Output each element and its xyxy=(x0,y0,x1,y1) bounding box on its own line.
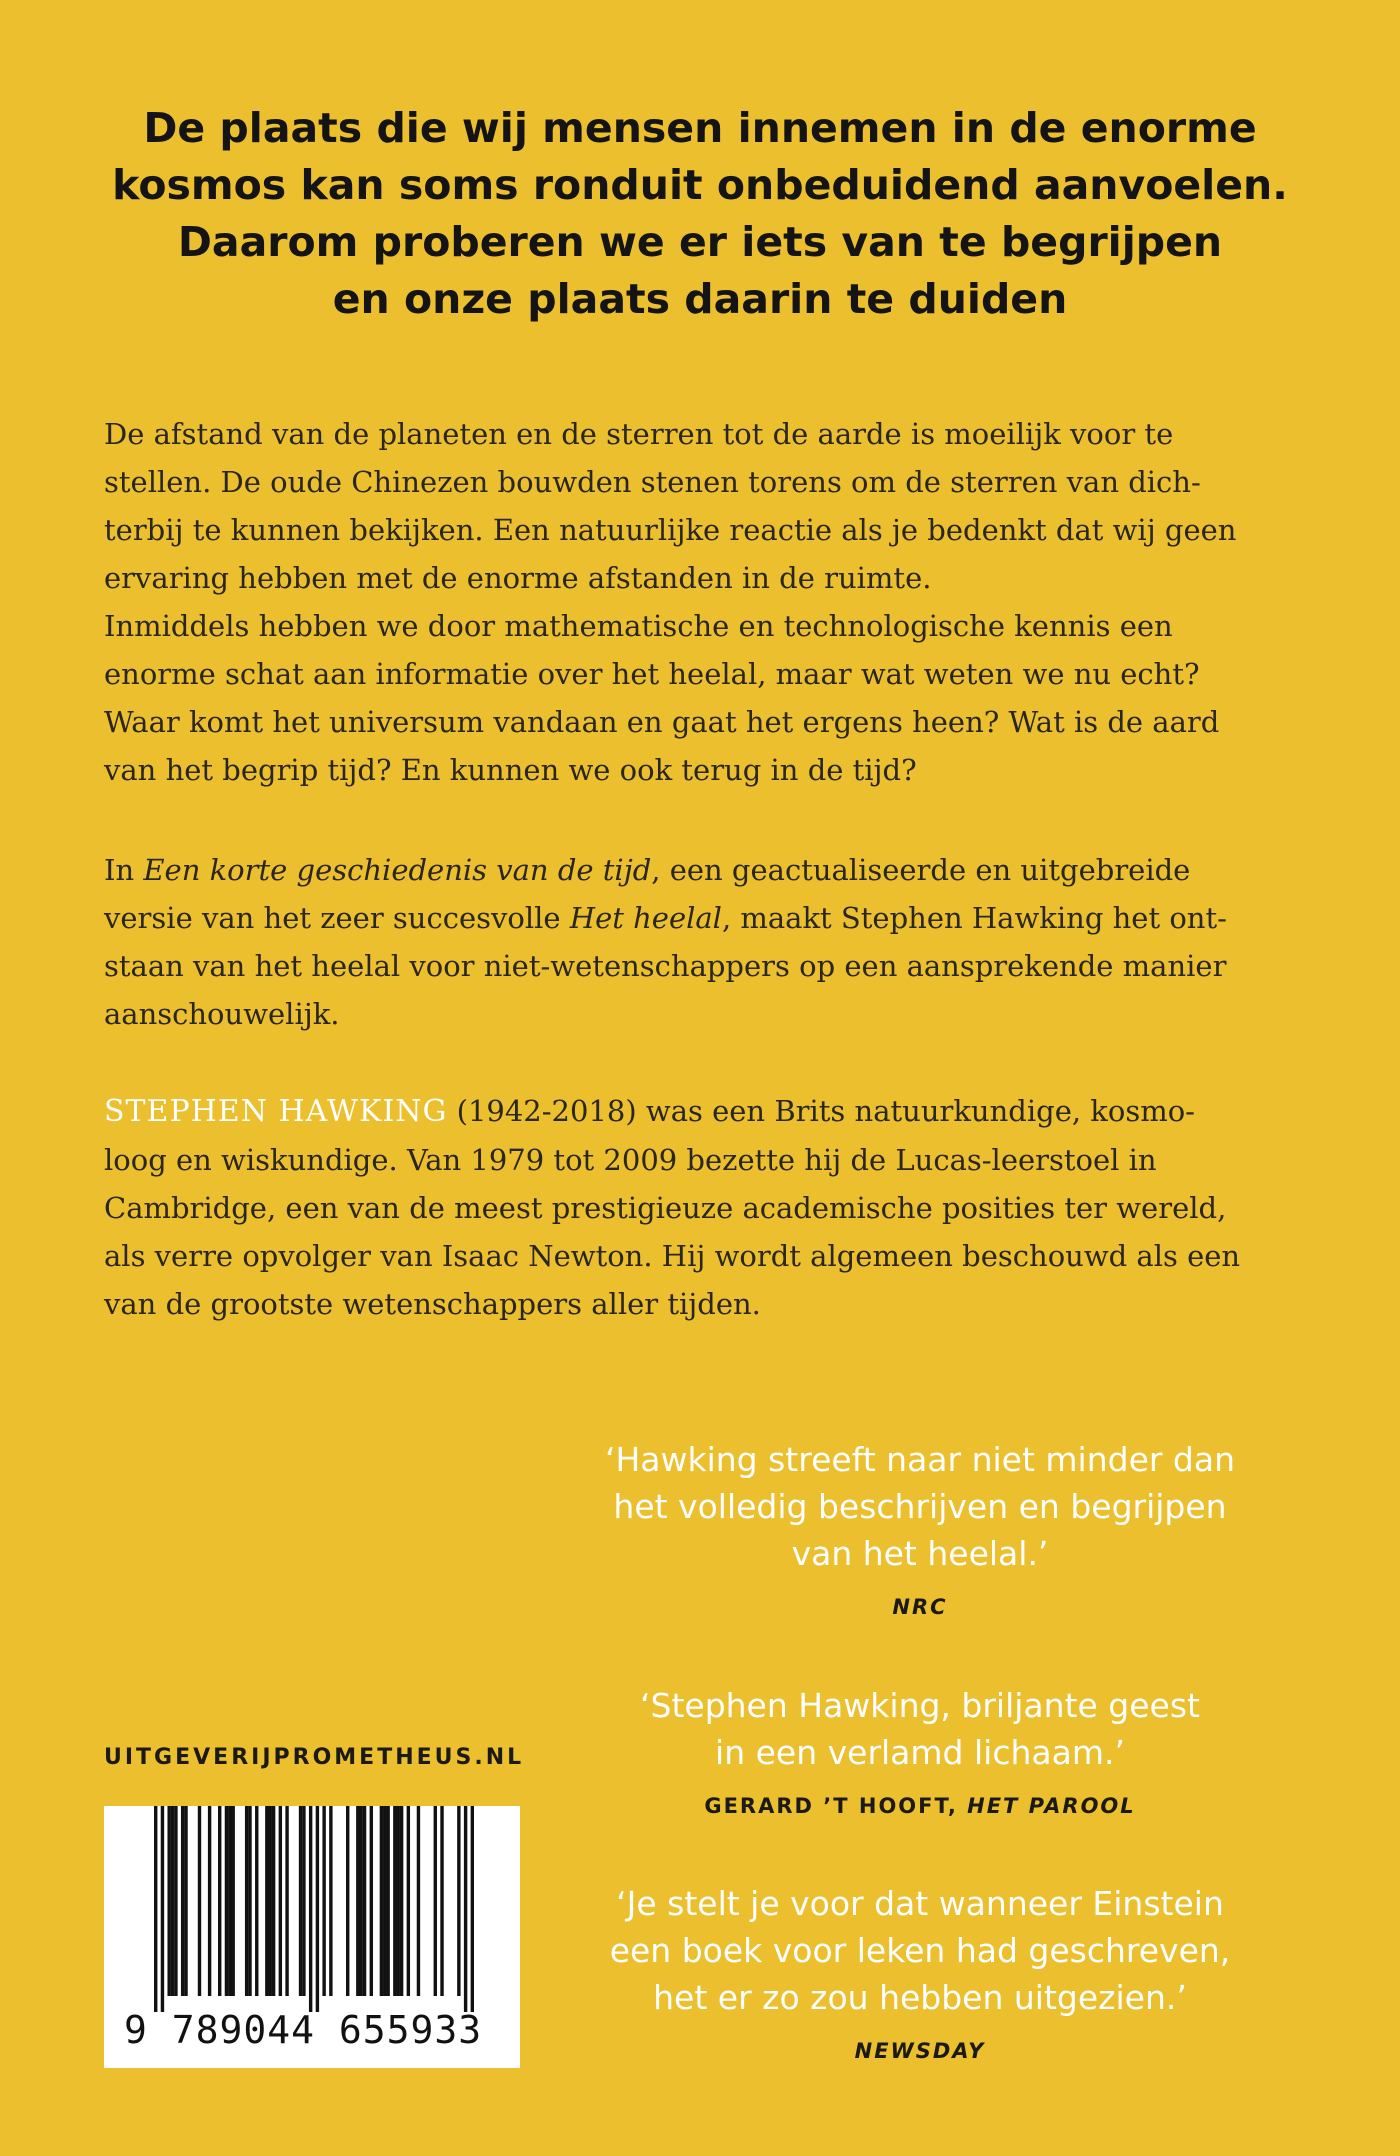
author-name: STEPHEN HAWKING xyxy=(104,1094,448,1129)
barcode-bar xyxy=(464,1806,467,2012)
paragraph-line: enorme schat aan informatie over het heelal, maar wat weten we nu echt? xyxy=(104,657,1200,691)
quote-source xyxy=(560,1595,1280,1619)
barcode-bar xyxy=(407,1806,410,1996)
barcode-bar xyxy=(363,1806,366,1996)
barcode-bar xyxy=(309,1806,312,2012)
barcode-bar xyxy=(457,1806,460,1996)
quote-line: ‘Hawking streeft naar niet minder dan xyxy=(604,1440,1236,1479)
barcode-bar xyxy=(181,1806,184,1996)
barcode-bar xyxy=(440,1806,443,1996)
quote-line: ‘Je stelt je voor dat wanneer Einstein xyxy=(616,1884,1224,1923)
barcode-bar xyxy=(370,1806,373,1996)
barcode-bar xyxy=(400,1806,403,1996)
text-run: (1942-2018) was een Brits natuurkundige, kosmo- xyxy=(447,1094,1195,1128)
barcode-bar xyxy=(245,1806,248,1996)
barcode-bar xyxy=(248,1806,251,1996)
barcode-bar xyxy=(285,1806,288,1996)
text-run: , een geactualiseerde en uitgebreide xyxy=(651,853,1191,887)
paragraph-line: Inmiddels hebben we door mathematische en technologische kennis een xyxy=(104,609,1173,643)
quote-line: van het heelal.’ xyxy=(791,1534,1049,1573)
barcode-bar xyxy=(434,1806,437,1996)
barcode-bar xyxy=(265,1806,268,1996)
text-run: , maakt Stephen Hawking het ont- xyxy=(721,901,1227,935)
barcode-bar xyxy=(228,1806,231,1996)
source-author: GERARD ’T HOOFT, xyxy=(704,1794,968,1818)
intro-paragraph xyxy=(104,410,1314,794)
quote-text xyxy=(560,1682,1280,1776)
headline-line: De plaats die wij mensen innemen in de enorme xyxy=(143,104,1257,152)
paragraph-line: loog en wiskundige. Van 1979 tot 2009 bezette hij de Lucas-leerstoel in xyxy=(104,1143,1157,1177)
barcode-bar xyxy=(167,1806,170,1996)
barcode-bar xyxy=(417,1806,420,1996)
headline xyxy=(100,100,1300,328)
source-name: NEWSDAY xyxy=(854,2039,986,2063)
paragraph-line: als verre opvolger van Isaac Newton. Hij wordt algemeen beschouwd als een xyxy=(104,1239,1241,1273)
barcode-bar xyxy=(471,1806,474,2012)
paragraph-line xyxy=(104,894,1314,942)
barcode-bar xyxy=(231,1806,234,1996)
barcode-bar xyxy=(154,1806,157,2012)
book-title: Een korte geschiedenis van de tijd xyxy=(143,853,652,887)
quote-line: een boek voor leken had geschreven, xyxy=(609,1931,1231,1970)
barcode-bar xyxy=(198,1806,201,1996)
quote-line: ‘Stephen Hawking, briljante geest xyxy=(640,1686,1200,1725)
review-quote-nrc xyxy=(560,1436,1280,1619)
publisher-url: UITGEVERIJPROMETHEUS.NL xyxy=(104,1745,525,1770)
paragraph-line: De afstand van de planeten en de sterren tot de aarde is moeilijk voor te xyxy=(104,417,1174,451)
barcode-bar xyxy=(269,1806,272,1996)
headline-line: en onze plaats daarin te duiden xyxy=(332,275,1068,323)
source-name: NRC xyxy=(892,1595,948,1619)
barcode-bar xyxy=(322,1806,325,1996)
barcode-bar xyxy=(329,1806,332,1996)
barcode-bar xyxy=(346,1806,349,1996)
paragraph-line: aanschouwelijk. xyxy=(104,997,340,1031)
source-publication: HET PAROOL xyxy=(967,1794,1136,1818)
barcode-bar xyxy=(279,1806,282,1996)
barcode-digits: 9 789044 655933 xyxy=(124,2008,483,2052)
barcode-bar xyxy=(302,1806,305,1996)
barcode-bar xyxy=(299,1806,302,1996)
barcode-bar xyxy=(171,1806,174,1996)
paragraph-line xyxy=(104,1087,1314,1136)
quote-line: het er zo zou hebben uitgezien.’ xyxy=(653,1978,1187,2017)
previous-book-title: Het heelal xyxy=(569,901,722,935)
paragraph-line: ervaring hebben met de enorme afstanden in de ruimte. xyxy=(104,561,932,595)
paragraph-line: van het begrip tijd? En kunnen we ook terug in de tijd? xyxy=(104,753,917,787)
paragraph-line: Cambridge, een van de meest prestigieuze academische posities ter wereld, xyxy=(104,1191,1227,1225)
barcode-bar xyxy=(208,1806,211,1996)
barcode-bar xyxy=(272,1806,275,1996)
barcode-bar xyxy=(184,1806,187,1996)
barcode-bar xyxy=(174,1806,177,1996)
barcode-bar xyxy=(380,1806,383,1996)
paragraph-line: staan van het heelal voor niet-wetenschappers op een aansprekende manier xyxy=(104,949,1227,983)
quote-source xyxy=(560,2039,1280,2063)
quote-line: het volledig beschrijven en begrijpen xyxy=(613,1487,1227,1526)
barcode-bar xyxy=(386,1806,389,1996)
barcode-bar xyxy=(255,1806,258,1996)
barcode-bar xyxy=(356,1806,359,1996)
barcode-bar xyxy=(316,1806,319,2012)
review-quote-parool xyxy=(560,1682,1280,1818)
review-quote-newsday xyxy=(560,1880,1280,2063)
book-description-paragraph xyxy=(104,846,1314,1038)
isbn-barcode xyxy=(104,1806,520,2068)
paragraph-line: Waar komt het universum vandaan en gaat het ergens heen? Wat is de aard xyxy=(104,705,1220,739)
quote-text xyxy=(560,1436,1280,1577)
barcode-bars xyxy=(154,1806,474,2012)
quote-source xyxy=(560,1794,1280,1818)
paragraph-line: stellen. De oude Chinezen bouwden stenen torens om de sterren van dich- xyxy=(104,465,1201,499)
barcode-bar xyxy=(393,1806,396,1996)
paragraph-line xyxy=(104,846,1314,894)
barcode-bar xyxy=(359,1806,362,1996)
barcode-bar xyxy=(161,1806,164,2012)
quote-line: in een verlamd lichaam.’ xyxy=(715,1733,1125,1772)
author-bio-paragraph xyxy=(104,1087,1314,1328)
barcode-bar xyxy=(383,1806,386,1996)
quote-text xyxy=(560,1880,1280,2021)
barcode-bar xyxy=(218,1806,221,1996)
barcode-bar xyxy=(397,1806,400,1996)
paragraph-line: van de grootste wetenschappers aller tijden. xyxy=(104,1287,761,1321)
text-run: In xyxy=(104,853,144,887)
headline-line: Daarom proberen we er iets van te begrijpen xyxy=(177,218,1223,266)
text-run: versie van het zeer succesvolle xyxy=(104,901,570,935)
barcode-bar xyxy=(225,1806,228,1996)
paragraph-line: terbij te kunnen bekijken. Een natuurlijke reactie als je bedenkt dat wij geen xyxy=(104,513,1237,547)
headline-line: kosmos kan soms ronduit onbeduidend aanvoelen. xyxy=(112,161,1288,209)
